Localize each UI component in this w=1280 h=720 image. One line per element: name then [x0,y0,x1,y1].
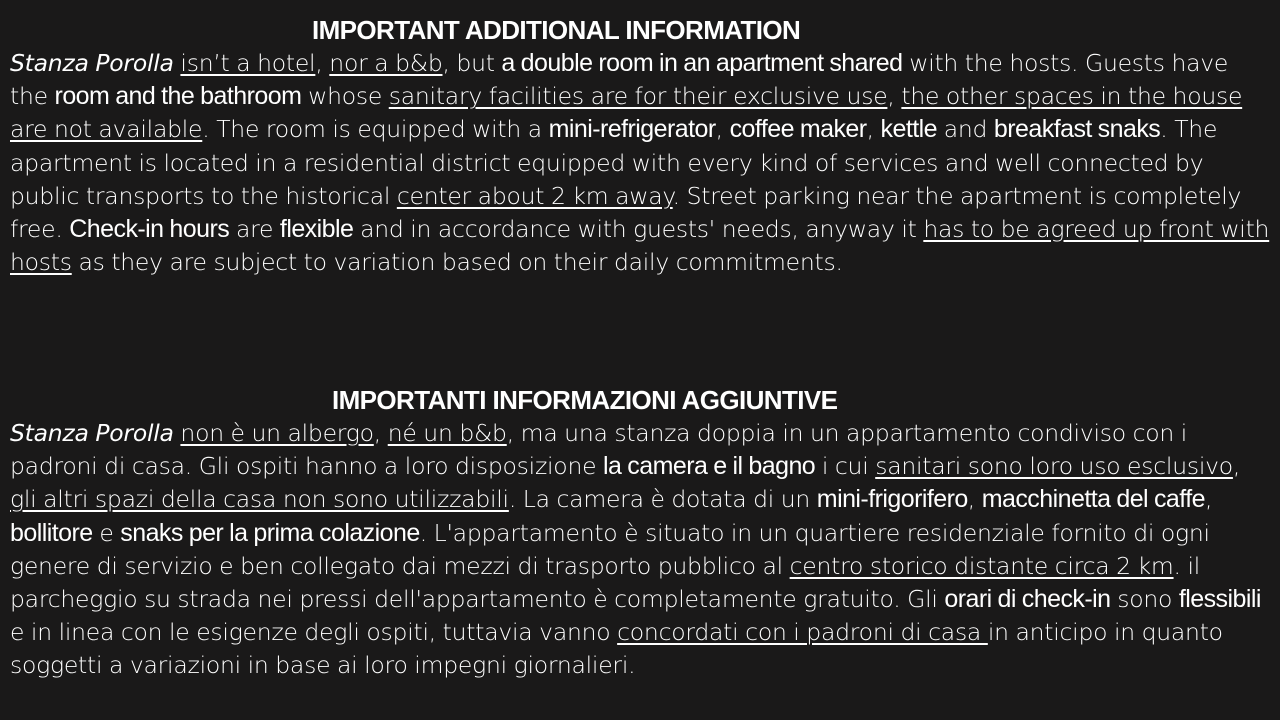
italian-heading: IMPORTANTI INFORMAZIONI AGGIUNTIVE [332,385,838,415]
text-run: , [1232,452,1241,481]
text-run: . il parcheggio su strada nei pressi dell'appartamento è completamente gratuito. Gli [10,551,1201,614]
emphasis-text: a double room in an apartment shared [501,49,903,77]
underlined-text: center about 2 km away [396,181,673,210]
text-run: . L'appartamento è situato in un quartiere residenziale fornito di ogni genere di servizio e ben collegato dai mezzi di trasporto pubblico al [10,518,1210,580]
text-run: e [92,518,121,547]
underlined-text: isn’t a hotel [180,49,316,77]
emphasis-text: room and the bathroom [54,82,302,111]
emphasis-text: flessibili [1178,585,1261,614]
text-run: . The room is equipped with a [202,115,549,144]
english-section [10,14,1272,279]
text-run: , ma una stanza doppia in un appartamento condiviso con i padroni di casa. Gli ospiti hanno a loro disposizione [10,419,1188,481]
underlined-text: sanitari sono loro uso esclusivo [875,452,1233,481]
text-run: , [967,485,982,514]
underlined-text: gli altri spazi della casa non sono utilizzabili [10,485,509,514]
text-run: . La camera è dotata di un [508,485,817,514]
text-run: , [715,115,730,144]
emphasis-text: flexible [279,215,354,244]
emphasis-text: mini-refrigerator [548,115,716,144]
emphasis-text: bollitore [10,518,93,547]
emphasis-text: orari di check-in [944,585,1111,614]
text-run: . Street parking near the apartment is completely free. [10,181,1242,244]
text-run: , but [442,49,502,77]
italian-paragraph [10,417,1272,683]
text-run: , [866,115,881,144]
underlined-text: has to be agreed up front with hosts [10,215,1270,277]
text-run: are [229,215,280,244]
emphasis-text: snaks per la prima colazione [120,518,420,547]
underlined-text: concordati con i padroni di casa [617,618,988,647]
text-run: , [887,82,902,111]
underlined-text: the other spaces in the house are not available [10,82,1243,144]
underlined-text: non è un albergo [180,419,374,447]
italic-text: Stanza Porolla [10,49,174,77]
emphasis-text: la camera e il bagno [603,452,816,481]
text-run: e in linea con le esigenze degli ospiti, tuttavia vanno [10,618,618,647]
underlined-text: nor a b&b [329,49,443,77]
underlined-text: centro storico distante circa 2 km [789,551,1174,580]
underlined-text: sanitary facilities are for their exclusive use [388,82,888,111]
english-heading: IMPORTANT ADDITIONAL INFORMATION [312,15,801,45]
text-run: in anticipo in quanto soggetti a variazioni in base ai loro impegni giornalieri. [10,618,1223,680]
text-run: and in accordance with guests' needs, anyway it [353,215,924,244]
text-run: sono [1110,585,1179,614]
text-run: , [1204,485,1213,514]
text-run: , [315,49,330,77]
text-run: as they are subject to variation based on their daily commitments. [71,248,843,277]
underlined-text: né un b&b [387,419,507,447]
emphasis-text: mini-frigorifero [816,485,968,514]
text-run: with the hosts. Guests have the [10,49,1229,111]
emphasis-text: coffee maker [729,115,867,144]
text-run: and [937,115,994,144]
emphasis-text: breakfast snaks [993,115,1161,144]
italic-text: Stanza Porolla [10,419,174,447]
text-run: . The apartment is located in a residential district equipped with every kind of services and well connected by public transports to the historical [10,115,1218,210]
emphasis-text: Check-in hours [69,215,230,244]
text-run: , [373,419,388,447]
text-run: whose [301,82,389,111]
text-run: i cui [815,452,876,481]
emphasis-text: macchinetta del caffe [981,485,1205,514]
english-paragraph [10,47,1272,279]
emphasis-text: kettle [880,115,937,144]
italian-section [10,384,1272,683]
